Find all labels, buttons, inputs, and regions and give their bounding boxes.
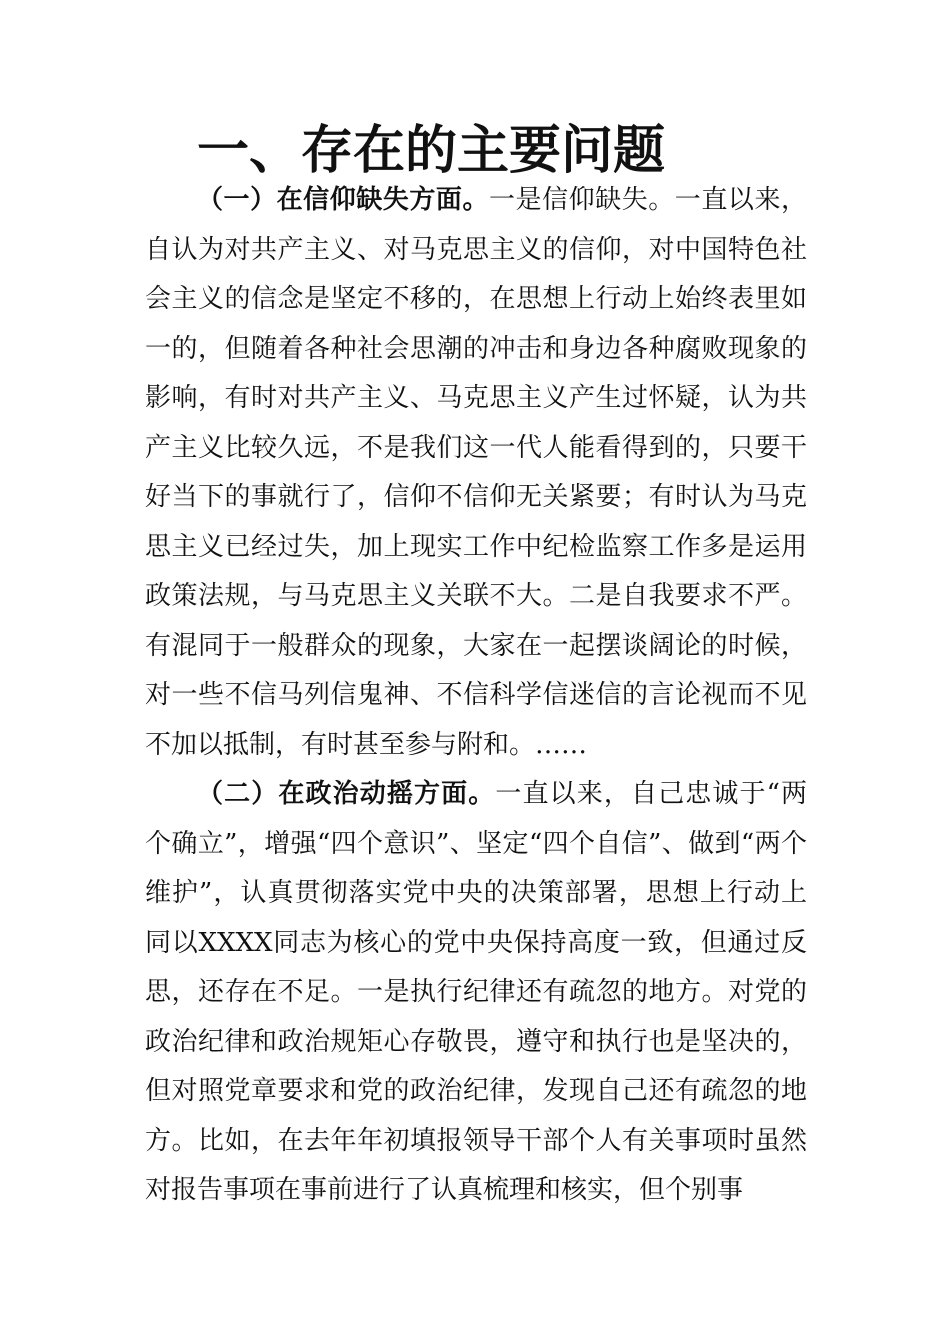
paragraph-text: 一是信仰缺失。一直以来，自认为对共产主义、对马克思主义的信仰，对中国特色社会主义的信念是坚定不移的，在思想上行动上始终表里如一的，但随着各种社会思潮的冲击和身边各种腐败现象的影响，有时对共产主义、马克思主义产生过怀疑，认为共产主义比较久远，不是我们这一代人能看得到的，只要干好当下的事就行了，信仰不信仰无关紧要；有时认为马克思主义已经过失，加上现实工作中纪检监察工作多是运用政策法规，与马克思主义关联不大。二是自我要求不严。有混同于一般群众的现象，大家在一起摆谈阔论的时候，对一些不信马列信鬼神、不信科学信迷信的言论视而不见不加以抵制，有时甚至参与附和。…… xyxy=(145,185,807,760)
paragraph-politics xyxy=(145,770,807,1216)
paragraph-faith xyxy=(145,176,807,770)
paragraph-lead: （一）在信仰缺失方面。 xyxy=(197,185,489,215)
paragraph-lead: （二）在政治动摇方面。 xyxy=(197,779,496,809)
document-body xyxy=(145,120,807,1216)
section-heading: 一、存在的主要问题 xyxy=(197,120,666,181)
paragraph-text: 一直以来，自己忠诚于“两个确立”，增强“四个意识”、坚定“四个自信”、做到“两个维护”，认真贯彻落实党中央的决策部署，思想上行动上同以XXXX同志为核心的党中央保持高度一致，但通过反思，还存在不足。一是执行纪律还有疏忽的地方。对党的政治纪律和政治规矩心存敬畏，遵守和执行也是坚决的，但对照党章要求和党的政治纪律，发现自己还有疏忽的地方。比如，在去年年初填报领导干部个人有关事项时虽然对报告事项在事前进行了认真梳理和核实，但个别事 xyxy=(145,779,807,1205)
